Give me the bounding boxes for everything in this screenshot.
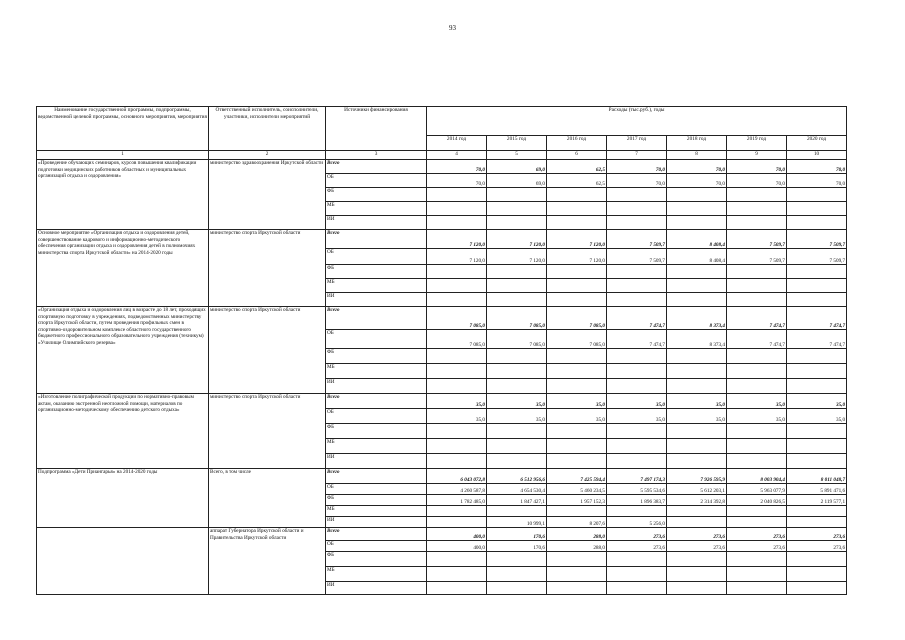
header-year: 2015 год [487,136,547,151]
funding-source: ОБ [326,249,427,265]
responsible-executor: министерство спорта Иркутской области [209,394,326,469]
amount-cell [607,279,667,293]
amount-cell: 2 040 826,5 [727,495,787,506]
amount-cell [547,379,607,394]
amount-cell: 7 509,7 [607,249,667,265]
amount-cell: 7 474,7 [787,307,847,330]
amount-cell [727,424,787,439]
amount-cell: 7 474,7 [607,330,667,349]
amount-cell [547,216,607,230]
funding-source: ИИ [326,582,427,595]
funding-source: Всего [326,307,427,330]
amount-cell [667,293,727,307]
amount-cell [547,188,607,202]
amount-cell [427,279,487,293]
amount-cell [667,202,727,216]
amount-cell: 170,6 [487,541,547,552]
amount-cell: 7 085,0 [427,307,487,330]
responsible-executor: министерство спорта Иркутской области [209,230,326,307]
amount-cell [727,202,787,216]
amount-cell: 7 509,7 [607,230,667,249]
amount-cell: 7 474,7 [787,330,847,349]
amount-cell: 7 474,7 [727,307,787,330]
amount-cell: 35,0 [487,409,547,424]
amount-cell: 7 509,7 [787,230,847,249]
amount-cell [427,293,487,307]
funding-source: Всего [326,160,427,174]
amount-cell: 6 043 072,8 [427,469,487,484]
amount-cell [607,454,667,469]
funding-source: ОБ [326,174,427,188]
amount-cell [727,364,787,379]
funding-source: ФБ [326,188,427,202]
column-number: 5 [487,151,547,160]
amount-cell [787,349,847,364]
header-year: 2020 год [787,136,847,151]
amount-cell [787,265,847,279]
amount-cell: 288,0 [547,541,607,552]
amount-cell [727,517,787,528]
amount-cell: 8 011 048,7 [787,469,847,484]
amount-cell: 62,5 [547,160,607,174]
amount-cell: 8 408,4 [667,230,727,249]
program-name: Подпрограмма «Дети Приангарья» на 2014-2020 годы [37,469,209,528]
table-row [37,160,847,174]
amount-cell: 7 509,7 [787,249,847,265]
amount-cell [547,349,607,364]
header-year: 2016 год [547,136,607,151]
amount-cell: 7 120,0 [487,249,547,265]
amount-cell [547,364,607,379]
funding-source: ИИ [326,293,427,307]
amount-cell: 8 373,4 [667,307,727,330]
amount-cell [427,506,487,517]
page-number: 93 [449,24,456,32]
amount-cell [607,439,667,454]
amount-cell [607,293,667,307]
amount-cell [427,517,487,528]
amount-cell [787,454,847,469]
amount-cell [667,279,727,293]
amount-cell: 62,5 [547,174,607,188]
funding-source: МБ [326,202,427,216]
amount-cell: 2 314 392,8 [667,495,727,506]
amount-cell [787,506,847,517]
funding-source: Всего [326,469,427,484]
funding-source: ФБ [326,349,427,364]
amount-cell [427,454,487,469]
amount-cell [727,265,787,279]
amount-cell: 5 460 234,5 [547,484,607,495]
amount-cell: 7 474,7 [607,307,667,330]
amount-cell: 35,0 [727,409,787,424]
column-number: 3 [326,151,427,160]
amount-cell [427,379,487,394]
amount-cell [727,279,787,293]
responsible-executor: министерство спорта Иркутской области [209,307,326,394]
amount-cell [667,216,727,230]
amount-cell [787,364,847,379]
amount-cell: 70,0 [607,174,667,188]
amount-cell [727,567,787,582]
amount-cell [487,506,547,517]
amount-cell [727,439,787,454]
header-source: Источники финансирования [326,107,427,151]
funding-source: ОБ [326,541,427,552]
amount-cell [727,188,787,202]
amount-cell [487,216,547,230]
amount-cell: 70,0 [727,160,787,174]
amount-cell: 7 120,0 [547,230,607,249]
funding-source: Всего [326,394,427,409]
program-name [37,528,209,595]
amount-cell [487,188,547,202]
amount-cell: 35,0 [427,394,487,409]
amount-cell [607,364,667,379]
amount-cell [787,293,847,307]
amount-cell: 70,0 [427,160,487,174]
amount-cell: 35,0 [667,409,727,424]
amount-cell: 70,0 [667,174,727,188]
amount-cell: 8 373,4 [667,330,727,349]
column-number: 6 [547,151,607,160]
amount-cell [727,216,787,230]
amount-cell [487,349,547,364]
amount-cell: 70,0 [787,174,847,188]
amount-cell: 35,0 [787,394,847,409]
amount-cell [607,424,667,439]
amount-cell [487,364,547,379]
amount-cell: 7 509,7 [727,249,787,265]
amount-cell: 5 256,0 [607,517,667,528]
amount-cell: 5 891 471,6 [787,484,847,495]
amount-cell [547,424,607,439]
amount-cell [607,567,667,582]
amount-cell: 273,6 [787,541,847,552]
amount-cell: 7 085,0 [547,307,607,330]
amount-cell [547,202,607,216]
amount-cell: 273,6 [667,541,727,552]
amount-cell [667,424,727,439]
amount-cell: 4 260 587,8 [427,484,487,495]
amount-cell: 70,0 [607,160,667,174]
amount-cell [427,552,487,567]
amount-cell [607,582,667,595]
amount-cell: 35,0 [667,394,727,409]
amount-cell: 35,0 [427,409,487,424]
amount-cell: 2 119 577,1 [787,495,847,506]
amount-cell: 7 085,0 [427,330,487,349]
funding-source: ФБ [326,552,427,567]
program-name: Основное мероприятие «Организация отдыха и оздоровления детей, совершенствование кадрового и информационно-методического обеспечения организации отдыха и оздоровления детей в полномочиях министерства спорта Иркутской области» на 2014-2020 годы [37,230,209,307]
amount-cell [427,364,487,379]
funding-source: ИИ [326,216,427,230]
amount-cell [667,188,727,202]
amount-cell [547,567,607,582]
amount-cell [667,349,727,364]
amount-cell: 69,0 [487,160,547,174]
funding-source: ФБ [326,495,427,506]
amount-cell [427,582,487,595]
funding-source: МБ [326,439,427,454]
amount-cell: 8 207,6 [547,517,607,528]
amount-cell: 273,6 [607,528,667,541]
amount-cell [547,265,607,279]
amount-cell: 7 425 594,4 [547,469,607,484]
amount-cell [667,265,727,279]
header-year: 2017 год [607,136,667,151]
funding-source: МБ [326,279,427,293]
amount-cell [667,506,727,517]
amount-cell: 7 120,0 [487,230,547,249]
amount-cell [607,349,667,364]
funding-source: МБ [326,364,427,379]
amount-cell [727,349,787,364]
amount-cell [427,439,487,454]
program-name: «Организация отдыха и оздоровления лиц в возрасте до 18 лет, проходящих спортивную подготовку в учреждениях, подведомственных министерству спорта Иркутской области, путем проведения профильных смен в спортивно-оздоровительном комплексе областного государственного бюджетного профессионального образовательного учреждения (техникум) «Училище Олимпийского резерва» [37,307,209,394]
amount-cell: 5 595 534,6 [607,484,667,495]
funding-source: ОБ [326,330,427,349]
amount-cell [727,454,787,469]
amount-cell [487,265,547,279]
table-row [37,469,847,484]
funding-source: ОБ [326,484,427,495]
amount-cell [487,552,547,567]
amount-cell [787,424,847,439]
amount-cell [547,279,607,293]
responsible-executor: аппарат Губернатора Иркутской области и Правительства Иркутской области [209,528,326,595]
responsible-executor: Всего, в том числе [209,469,326,528]
amount-cell [427,265,487,279]
amount-cell [667,517,727,528]
header-year: 2014 год [427,136,487,151]
budget-table [36,106,847,595]
amount-cell: 4 654 530,4 [487,484,547,495]
amount-cell [667,552,727,567]
amount-cell: 35,0 [607,409,667,424]
amount-cell [787,379,847,394]
amount-cell [547,439,607,454]
column-number: 10 [787,151,847,160]
amount-cell [727,552,787,567]
amount-cell: 7 497 174,3 [607,469,667,484]
amount-cell [787,279,847,293]
amount-cell [667,567,727,582]
amount-cell [667,439,727,454]
amount-cell: 70,0 [787,160,847,174]
amount-cell: 35,0 [607,394,667,409]
funding-source: ФБ [326,424,427,439]
amount-cell: 35,0 [727,394,787,409]
amount-cell [427,202,487,216]
header-responsible: Ответственный исполнитель, соисполнители, участники, исполнители мероприятий [209,107,326,151]
amount-cell: 5 963 077,9 [727,484,787,495]
header-year: 2019 год [727,136,787,151]
amount-cell: 7 120,0 [427,230,487,249]
header-name: Наименование государственной программы, подпрограммы, ведомственной целевой программы, основного мероприятия, мероприятия [37,107,209,151]
amount-cell [787,567,847,582]
amount-cell: 8 003 904,4 [727,469,787,484]
amount-cell [667,582,727,595]
amount-cell: 1 782 485,0 [427,495,487,506]
amount-cell: 7 085,0 [547,330,607,349]
amount-cell [427,349,487,364]
amount-cell [427,216,487,230]
column-number: 1 [37,151,209,160]
amount-cell [667,379,727,394]
amount-cell: 7 085,0 [487,307,547,330]
amount-cell: 6 512 956,6 [487,469,547,484]
funding-source: Всего [326,528,427,541]
amount-cell [487,582,547,595]
funding-source: ИИ [326,379,427,394]
amount-cell [607,265,667,279]
amount-cell [487,454,547,469]
amount-cell: 7 120,0 [547,249,607,265]
amount-cell [787,202,847,216]
amount-cell [427,567,487,582]
amount-cell: 273,6 [727,541,787,552]
funding-source: МБ [326,567,427,582]
table-row [37,230,847,249]
amount-cell: 5 612 203,1 [667,484,727,495]
amount-cell [787,439,847,454]
amount-cell [727,582,787,595]
amount-cell: 273,6 [727,528,787,541]
funding-source: Всего [326,230,427,249]
amount-cell [427,188,487,202]
header-expenses: Расходы (тыс.руб.), годы [427,107,847,136]
amount-cell [487,279,547,293]
amount-cell [547,454,607,469]
amount-cell: 170,6 [487,528,547,541]
amount-cell [487,424,547,439]
amount-cell: 35,0 [787,409,847,424]
amount-cell [787,216,847,230]
program-name: «Изготовление полиграфической продукции по нормативно-правовым актам, оказанию экстренной неотложной помощи, материалов по организационно-методическому обеспечению детского отдыха» [37,394,209,469]
funding-source: ИИ [326,517,427,528]
column-number: 8 [667,151,727,160]
amount-cell: 400,0 [427,528,487,541]
amount-cell: 288,0 [547,528,607,541]
amount-cell [607,216,667,230]
amount-cell: 70,0 [667,160,727,174]
amount-cell [787,517,847,528]
amount-cell [607,506,667,517]
amount-cell: 1 896 383,7 [607,495,667,506]
amount-cell [547,582,607,595]
amount-cell [787,188,847,202]
amount-cell: 273,6 [667,528,727,541]
column-number: 2 [209,151,326,160]
amount-cell: 400,0 [427,541,487,552]
amount-cell [487,293,547,307]
amount-cell [427,424,487,439]
column-number: 4 [427,151,487,160]
amount-cell: 1 957 152,3 [547,495,607,506]
amount-cell: 35,0 [487,394,547,409]
amount-cell [727,379,787,394]
funding-source: ОБ [326,409,427,424]
amount-cell [547,506,607,517]
funding-source: ФБ [326,265,427,279]
amount-cell: 273,6 [787,528,847,541]
amount-cell [487,439,547,454]
amount-cell [607,188,667,202]
responsible-executor: министерство здравоохранения Иркутской области [209,160,326,230]
program-name: «Проведение обучающих семинаров, курсов повышения квалификации подготовки медицинских работников областных и муниципальных организаций отдыха и оздоровления» [37,160,209,230]
amount-cell: 7 085,0 [487,330,547,349]
amount-cell: 7 120,0 [427,249,487,265]
table-row [37,394,847,409]
amount-cell [607,552,667,567]
amount-cell: 35,0 [547,394,607,409]
header-year: 2018 год [667,136,727,151]
amount-cell: 35,0 [547,409,607,424]
amount-cell: 70,0 [427,174,487,188]
amount-cell: 8 408,4 [667,249,727,265]
amount-cell [787,552,847,567]
amount-cell [787,582,847,595]
table-row [37,307,847,330]
amount-cell [607,202,667,216]
amount-cell: 7 474,7 [727,330,787,349]
amount-cell [487,202,547,216]
amount-cell: 1 847 427,1 [487,495,547,506]
funding-source: МБ [326,506,427,517]
amount-cell: 7 509,7 [727,230,787,249]
column-number: 7 [607,151,667,160]
amount-cell [487,567,547,582]
amount-cell [727,506,787,517]
amount-cell [547,293,607,307]
amount-cell: 273,6 [607,541,667,552]
amount-cell: 69,0 [487,174,547,188]
amount-cell [607,379,667,394]
amount-cell [667,454,727,469]
amount-cell: 70,0 [727,174,787,188]
amount-cell [727,293,787,307]
amount-cell [487,379,547,394]
column-number: 9 [727,151,787,160]
funding-source: ИИ [326,454,427,469]
table-row [37,528,847,541]
amount-cell: 10 999,1 [487,517,547,528]
amount-cell [667,364,727,379]
amount-cell: 7 926 595,9 [667,469,727,484]
amount-cell [547,552,607,567]
